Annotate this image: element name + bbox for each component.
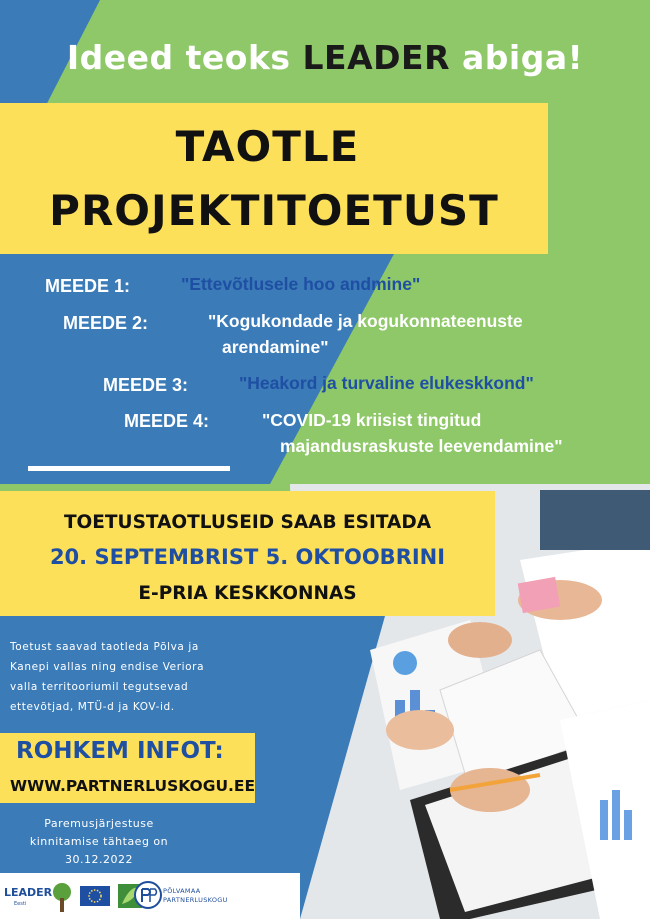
chart-bar — [624, 810, 632, 840]
more-info-heading: ROHKEM INFOT: — [16, 738, 224, 764]
submission-line1: TOETUSTAOTLUSEID SAAB ESITADA — [63, 512, 432, 533]
headline-part2: abiga! — [450, 38, 584, 77]
submission-line3: E-PRIA KESKKONNAS — [138, 583, 357, 604]
headline — [0, 38, 650, 77]
website-link[interactable]: WWW.PARTNERLUSKOGU.EE — [10, 777, 256, 795]
leader-logo: LEADER — [4, 886, 53, 899]
measure-3-label: MEEDE 3: — [103, 375, 189, 395]
headline-highlight: LEADER — [302, 38, 450, 77]
measure-1-label: MEEDE 1: — [45, 276, 131, 296]
deadline-line: 30.12.2022 — [65, 853, 133, 866]
deadline-text — [0, 815, 198, 869]
deadline-line: Paremusjärjestuse — [44, 817, 154, 830]
headline-part1: Ideed teoks — [66, 38, 303, 77]
measure-2-text-line1: "Kogukondade ja kogukonnateenuste — [208, 311, 523, 331]
hand — [448, 622, 512, 658]
measure-2-label: MEEDE 2: — [63, 313, 149, 333]
chart-bar — [600, 800, 608, 840]
title-line2: PROJEKTITOETUST — [49, 186, 499, 235]
submission-dates: 20. SEPTEMBRIST 5. OKTOOBRINI — [49, 545, 446, 569]
polvamaa-line1: PÕLVAMAA — [163, 887, 201, 895]
eligibility-line: valla territooriumil tegutsevad — [10, 681, 189, 693]
polvamaa-logo-icon — [133, 880, 163, 910]
measure-2-text-line2: arendamine" — [222, 337, 329, 357]
measure-4-label: MEEDE 4: — [124, 411, 210, 431]
polvamaa-logo-text — [163, 887, 228, 905]
leader-logo-sub: Eesti — [14, 901, 27, 907]
tree-icon — [53, 883, 71, 912]
eu-flag-icon — [80, 886, 110, 906]
chart-bar — [612, 790, 620, 840]
deadline-line: kinnitamise tähtaeg on — [29, 835, 169, 848]
eligibility-text — [10, 637, 230, 717]
dark-sleeve — [540, 490, 650, 550]
measure-3-text: "Heakord ja turvaline elukeskkond" — [239, 373, 534, 393]
eligibility-line: Toetust saavad taotleda Põlva ja — [10, 641, 199, 653]
hand — [386, 710, 454, 750]
measure-4-text-line1: "COVID-19 kriisist tingitud — [262, 410, 482, 430]
polvamaa-line2: PARTNERLUSKOGU — [163, 896, 228, 904]
eligibility-line: Kanepi vallas ning endise Veriora — [10, 661, 205, 673]
title-line1: TAOTLE — [175, 122, 360, 171]
divider-line — [28, 466, 230, 471]
eligibility-line: ettevõtjad, MTÜ-d ja KOV-id. — [10, 701, 175, 713]
measure-1-text: "Ettevõtlusele hoo andmine" — [181, 274, 421, 294]
pie-chart — [393, 651, 417, 675]
measure-4-text-line2: majandusraskuste leevendamine" — [280, 436, 563, 456]
